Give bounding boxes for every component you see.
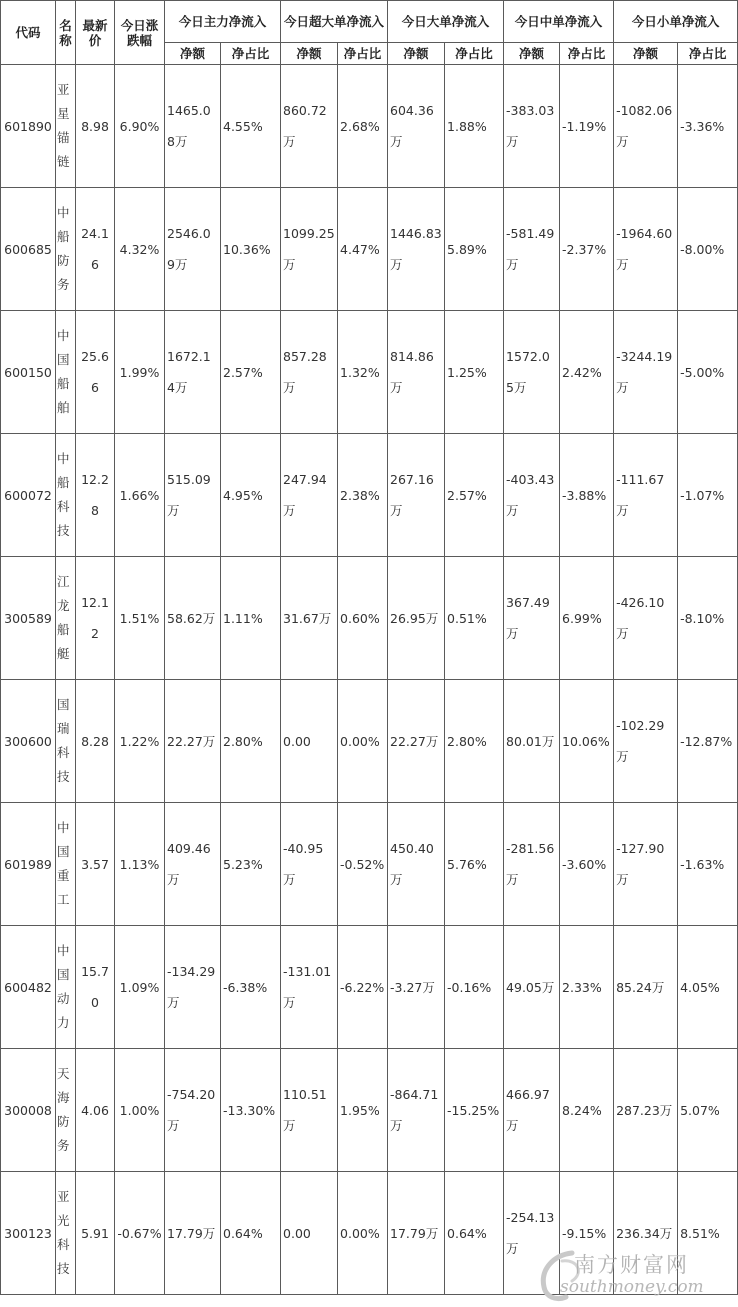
net-amount-cell: -426.10万 xyxy=(614,557,678,680)
net-amount-cell: -3.27万 xyxy=(388,926,445,1049)
stock-code: 600072 xyxy=(1,434,56,557)
net-amount-cell: -281.56万 xyxy=(504,803,560,926)
net-amount-cell: -254.13万 xyxy=(504,1172,560,1295)
subheader-ratio: 净占比 xyxy=(678,43,738,65)
stock-code: 300600 xyxy=(1,680,56,803)
net-amount-cell: -131.01万 xyxy=(281,926,338,1049)
header-group-medium: 今日中单净流入 xyxy=(504,1,614,43)
net-ratio-cell: 2.57% xyxy=(221,311,281,434)
net-ratio-cell: -13.30% xyxy=(221,1049,281,1172)
net-ratio-cell: -8.10% xyxy=(678,557,738,680)
table-row xyxy=(1,680,738,803)
net-amount-cell: 17.79万 xyxy=(388,1172,445,1295)
latest-price: 24.16 xyxy=(76,188,115,311)
net-amount-cell: -383.03万 xyxy=(504,65,560,188)
net-amount-cell: -1964.60万 xyxy=(614,188,678,311)
header-group-small: 今日小单净流入 xyxy=(614,1,738,43)
stock-name: 中国动力 xyxy=(56,926,76,1049)
table-row xyxy=(1,434,738,557)
latest-price: 12.12 xyxy=(76,557,115,680)
net-ratio-cell: 2.42% xyxy=(560,311,614,434)
net-ratio-cell: 1.88% xyxy=(445,65,504,188)
stock-code: 300589 xyxy=(1,557,56,680)
net-amount-cell: 1465.08万 xyxy=(165,65,221,188)
net-amount-cell: 409.46万 xyxy=(165,803,221,926)
net-ratio-cell: -5.00% xyxy=(678,311,738,434)
table-row xyxy=(1,311,738,434)
change-percent: 1.99% xyxy=(115,311,165,434)
header-change: 今日涨跌幅 xyxy=(115,1,165,65)
header-name: 名称 xyxy=(56,1,76,65)
net-amount-cell: 2546.09万 xyxy=(165,188,221,311)
table-row xyxy=(1,65,738,188)
header-code: 代码 xyxy=(1,1,56,65)
net-amount-cell: 1099.25万 xyxy=(281,188,338,311)
change-percent: 6.90% xyxy=(115,65,165,188)
net-amount-cell: -1082.06万 xyxy=(614,65,678,188)
latest-price: 3.57 xyxy=(76,803,115,926)
net-amount-cell: 22.27万 xyxy=(388,680,445,803)
subheader-ratio: 净占比 xyxy=(445,43,504,65)
stock-name: 江龙船艇 xyxy=(56,557,76,680)
latest-price: 15.70 xyxy=(76,926,115,1049)
stock-name: 中船科技 xyxy=(56,434,76,557)
net-ratio-cell: -2.37% xyxy=(560,188,614,311)
net-amount-cell: -864.71万 xyxy=(388,1049,445,1172)
watermark-name: 南方财富网 xyxy=(574,1253,689,1277)
net-amount-cell: 110.51万 xyxy=(281,1049,338,1172)
change-percent: 4.32% xyxy=(115,188,165,311)
header-group-super-large: 今日超大单净流入 xyxy=(281,1,388,43)
net-ratio-cell: 1.32% xyxy=(338,311,388,434)
net-ratio-cell: -8.00% xyxy=(678,188,738,311)
net-ratio-cell: -1.07% xyxy=(678,434,738,557)
net-ratio-cell: 0.51% xyxy=(445,557,504,680)
net-ratio-cell: -3.88% xyxy=(560,434,614,557)
net-amount-cell: 287.23万 xyxy=(614,1049,678,1172)
watermark xyxy=(532,1247,732,1305)
subheader-ratio: 净占比 xyxy=(560,43,614,65)
net-ratio-cell: 2.80% xyxy=(221,680,281,803)
change-percent: -0.67% xyxy=(115,1172,165,1295)
subheader-ratio: 净占比 xyxy=(221,43,281,65)
net-ratio-cell: 0.64% xyxy=(221,1172,281,1295)
net-ratio-cell: 1.95% xyxy=(338,1049,388,1172)
net-ratio-cell: 5.89% xyxy=(445,188,504,311)
net-amount-cell: 1446.83万 xyxy=(388,188,445,311)
net-amount-cell: 58.62万 xyxy=(165,557,221,680)
net-amount-cell: -134.29万 xyxy=(165,926,221,1049)
stock-code: 601890 xyxy=(1,65,56,188)
stock-code: 601989 xyxy=(1,803,56,926)
stock-name: 国瑞科技 xyxy=(56,680,76,803)
net-ratio-cell: -12.87% xyxy=(678,680,738,803)
subheader-amount: 净额 xyxy=(165,43,221,65)
stock-name: 中国重工 xyxy=(56,803,76,926)
change-percent: 1.09% xyxy=(115,926,165,1049)
net-ratio-cell: 8.24% xyxy=(560,1049,614,1172)
net-ratio-cell: 4.55% xyxy=(221,65,281,188)
net-amount-cell: 0.00 xyxy=(281,680,338,803)
change-percent: 1.00% xyxy=(115,1049,165,1172)
net-ratio-cell: 8.51% xyxy=(678,1172,738,1295)
net-amount-cell: -40.95万 xyxy=(281,803,338,926)
net-ratio-cell: -6.22% xyxy=(338,926,388,1049)
stock-code: 300008 xyxy=(1,1049,56,1172)
watermark-url: southmoney.com xyxy=(560,1277,704,1297)
net-ratio-cell: -0.16% xyxy=(445,926,504,1049)
net-ratio-cell: 0.00% xyxy=(338,680,388,803)
latest-price: 12.28 xyxy=(76,434,115,557)
net-amount-cell: -3244.19万 xyxy=(614,311,678,434)
net-amount-cell: 857.28万 xyxy=(281,311,338,434)
net-amount-cell: 85.24万 xyxy=(614,926,678,1049)
stock-code: 300123 xyxy=(1,1172,56,1295)
net-amount-cell: 80.01万 xyxy=(504,680,560,803)
subheader-amount: 净额 xyxy=(281,43,338,65)
change-percent: 1.22% xyxy=(115,680,165,803)
net-amount-cell: 22.27万 xyxy=(165,680,221,803)
stock-name: 亚星锚链 xyxy=(56,65,76,188)
latest-price: 5.91 xyxy=(76,1172,115,1295)
net-ratio-cell: 1.25% xyxy=(445,311,504,434)
header-price: 最新价 xyxy=(76,1,115,65)
net-amount-cell: 247.94万 xyxy=(281,434,338,557)
latest-price: 25.66 xyxy=(76,311,115,434)
net-amount-cell: 466.97万 xyxy=(504,1049,560,1172)
subheader-amount: 净额 xyxy=(504,43,560,65)
net-ratio-cell: 2.68% xyxy=(338,65,388,188)
net-amount-cell: -111.67万 xyxy=(614,434,678,557)
subheader-amount: 净额 xyxy=(614,43,678,65)
net-ratio-cell: -0.52% xyxy=(338,803,388,926)
latest-price: 4.06 xyxy=(76,1049,115,1172)
net-ratio-cell: 10.06% xyxy=(560,680,614,803)
net-ratio-cell: -3.36% xyxy=(678,65,738,188)
change-percent: 1.13% xyxy=(115,803,165,926)
stock-name: 天海防务 xyxy=(56,1049,76,1172)
header-group-large: 今日大单净流入 xyxy=(388,1,504,43)
net-amount-cell: 515.09万 xyxy=(165,434,221,557)
table-row xyxy=(1,557,738,680)
latest-price: 8.98 xyxy=(76,65,115,188)
net-amount-cell: 0.00 xyxy=(281,1172,338,1295)
net-amount-cell: 860.72万 xyxy=(281,65,338,188)
net-amount-cell: 604.36万 xyxy=(388,65,445,188)
net-amount-cell: 31.67万 xyxy=(281,557,338,680)
stock-code: 600150 xyxy=(1,311,56,434)
net-amount-cell: 450.40万 xyxy=(388,803,445,926)
subheader-amount: 净额 xyxy=(388,43,445,65)
net-ratio-cell: 1.11% xyxy=(221,557,281,680)
table-row xyxy=(1,926,738,1049)
net-ratio-cell: 4.05% xyxy=(678,926,738,1049)
stock-name: 亚光科技 xyxy=(56,1172,76,1295)
net-ratio-cell: -15.25% xyxy=(445,1049,504,1172)
net-ratio-cell: -9.15% xyxy=(560,1172,614,1295)
change-percent: 1.66% xyxy=(115,434,165,557)
net-ratio-cell: -3.60% xyxy=(560,803,614,926)
net-ratio-cell: 2.80% xyxy=(445,680,504,803)
table-row xyxy=(1,188,738,311)
stock-name: 中国船舶 xyxy=(56,311,76,434)
net-amount-cell: 26.95万 xyxy=(388,557,445,680)
net-ratio-cell: 5.76% xyxy=(445,803,504,926)
net-amount-cell: -581.49万 xyxy=(504,188,560,311)
net-ratio-cell: -6.38% xyxy=(221,926,281,1049)
net-amount-cell: -754.20万 xyxy=(165,1049,221,1172)
stock-name: 中船防务 xyxy=(56,188,76,311)
net-ratio-cell: 10.36% xyxy=(221,188,281,311)
table-row xyxy=(1,803,738,926)
net-ratio-cell: 2.33% xyxy=(560,926,614,1049)
stock-code: 600482 xyxy=(1,926,56,1049)
net-ratio-cell: 5.07% xyxy=(678,1049,738,1172)
table-row xyxy=(1,1049,738,1172)
net-ratio-cell: -1.63% xyxy=(678,803,738,926)
net-amount-cell: 236.34万 xyxy=(614,1172,678,1295)
net-amount-cell: -102.29万 xyxy=(614,680,678,803)
net-ratio-cell: 2.38% xyxy=(338,434,388,557)
change-percent: 1.51% xyxy=(115,557,165,680)
table-body xyxy=(1,65,738,1295)
net-amount-cell: 49.05万 xyxy=(504,926,560,1049)
net-ratio-cell: 0.00% xyxy=(338,1172,388,1295)
net-amount-cell: 1672.14万 xyxy=(165,311,221,434)
net-ratio-cell: 2.57% xyxy=(445,434,504,557)
net-amount-cell: -127.90万 xyxy=(614,803,678,926)
stock-code: 600685 xyxy=(1,188,56,311)
net-amount-cell: 1572.05万 xyxy=(504,311,560,434)
net-ratio-cell: 4.95% xyxy=(221,434,281,557)
latest-price: 8.28 xyxy=(76,680,115,803)
net-ratio-cell: 4.47% xyxy=(338,188,388,311)
net-ratio-cell: 0.60% xyxy=(338,557,388,680)
net-amount-cell: 814.86万 xyxy=(388,311,445,434)
net-ratio-cell: 6.99% xyxy=(560,557,614,680)
header-group-main: 今日主力净流入 xyxy=(165,1,281,43)
net-amount-cell: 367.49万 xyxy=(504,557,560,680)
net-amount-cell: 267.16万 xyxy=(388,434,445,557)
net-amount-cell: -403.43万 xyxy=(504,434,560,557)
net-ratio-cell: -1.19% xyxy=(560,65,614,188)
net-amount-cell: 17.79万 xyxy=(165,1172,221,1295)
net-ratio-cell: 0.64% xyxy=(445,1172,504,1295)
net-ratio-cell: 5.23% xyxy=(221,803,281,926)
subheader-ratio: 净占比 xyxy=(338,43,388,65)
